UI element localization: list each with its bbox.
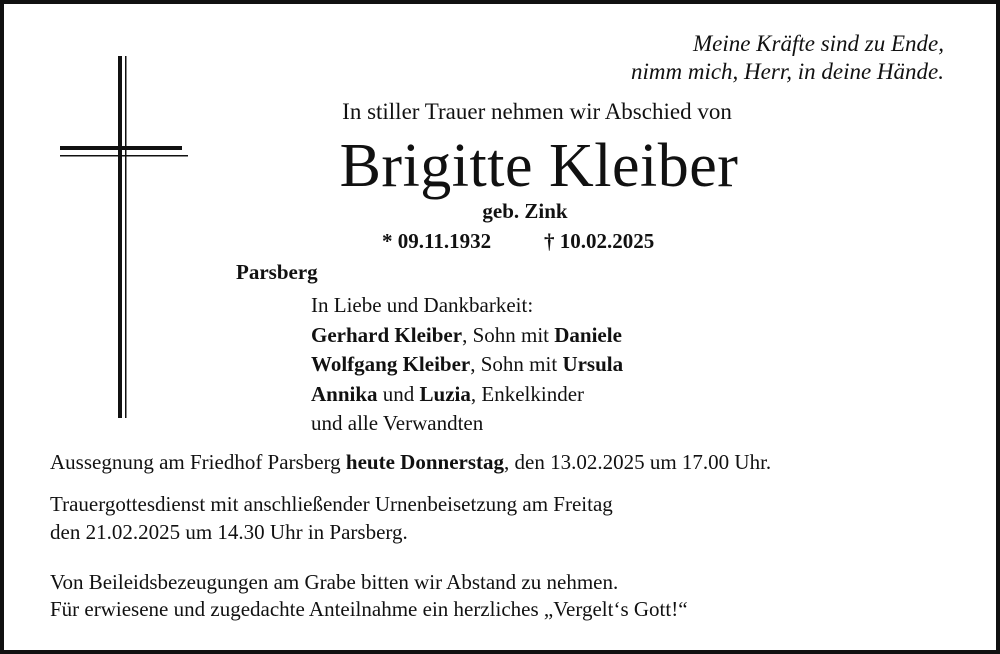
grandchild-name: Annika	[311, 381, 378, 406]
service-datetime: , den 13.02.2025 um 17.00 Uhr.	[504, 450, 772, 474]
hometown: Parsberg	[236, 260, 318, 284]
death-date: † 10.02.2025	[544, 229, 655, 253]
mourner-relation: , Enkelkinder	[470, 381, 585, 406]
grandchild-name: Luzia	[419, 381, 471, 406]
requiem-line-1: Trauergottesdienst mit anschließender Urnenbeisetzung am Freitag	[50, 492, 613, 516]
intro-text: In stiller Trauer nehmen wir Abschied von	[342, 99, 732, 124]
mourner-row	[311, 350, 623, 380]
mourner-partner: Ursula	[562, 352, 624, 376]
maiden-name: geb. Zink	[482, 199, 568, 223]
birth-date: * 09.11.1932	[382, 229, 492, 253]
mourner-relation: , Sohn mit	[462, 322, 555, 347]
closing-line-2: Für erwiesene und zugedachte Anteilnahme ein herzliches „Vergelt‘s Gott!“	[50, 597, 688, 621]
mourner-partner: Daniele	[554, 322, 622, 347]
requiem-paragraph	[50, 490, 613, 546]
requiem-line-2: den 21.02.2025 um 14.30 Uhr in Parsberg.	[50, 520, 408, 544]
motto-line-1: Meine Kräfte sind zu Ende,	[692, 31, 944, 56]
service-day: heute Donnerstag	[345, 450, 504, 474]
mourner-row	[311, 380, 623, 410]
mourner-relation: , Sohn mit	[470, 352, 563, 376]
funeral-service-line	[50, 448, 771, 476]
motto-verse	[631, 30, 944, 86]
deceased-name: Brigitte Kleiber	[339, 132, 739, 200]
closing-paragraph	[50, 569, 688, 623]
conjunction: und	[377, 381, 420, 406]
relatives-line: und alle Verwandten	[311, 411, 484, 435]
mourners-list	[311, 291, 623, 439]
mourners-intro: In Liebe und Dankbarkeit:	[311, 293, 534, 317]
closing-line-1: Von Beileidsbezeugungen am Grabe bitten wir Abstand zu nehmen.	[50, 570, 619, 594]
service-text: Aussegnung am Friedhof Parsberg	[50, 450, 346, 474]
mourner-name: Wolfgang Kleiber	[311, 352, 471, 376]
mourner-row	[311, 321, 623, 351]
motto-line-2: nimm mich, Herr, in deine Hände.	[630, 59, 944, 84]
mourner-name: Gerhard Kleiber	[311, 322, 463, 347]
